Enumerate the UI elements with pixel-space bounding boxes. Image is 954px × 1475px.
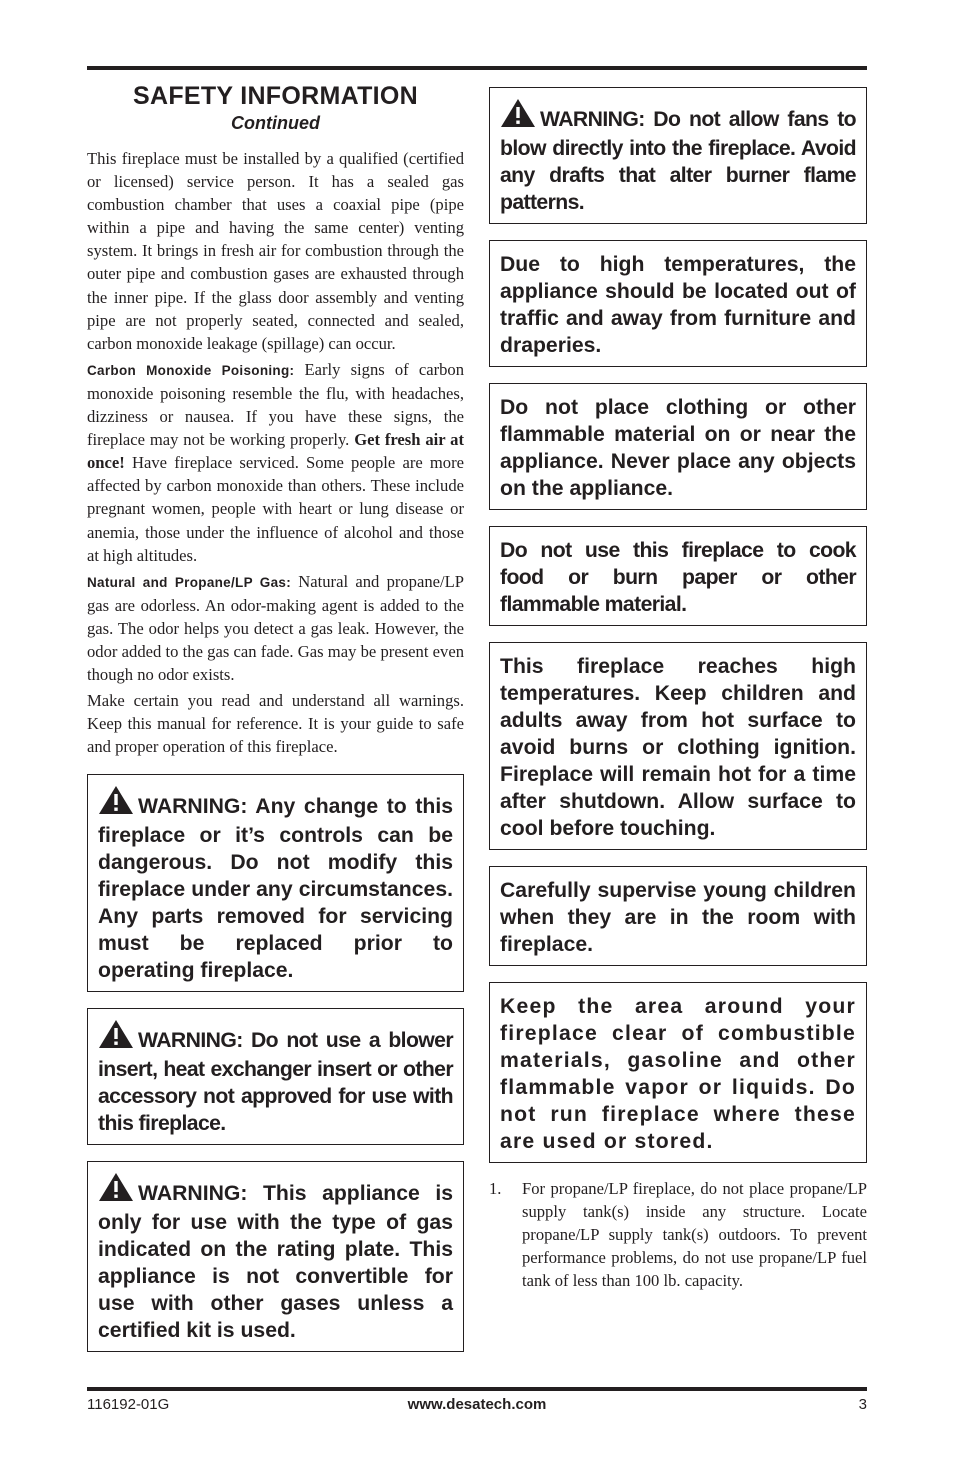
- notice-box-location: Due to high temperatures, the appliance should be located out of traffic and away from furniture and draperies.: [489, 240, 867, 367]
- co-poisoning-paragraph: [87, 358, 464, 567]
- warning-text-fans: WARNING: Do not allow fans to blow directly into the fireplace. Avoid any drafts that alter burner flame patterns.: [500, 108, 856, 214]
- section-title: SAFETY INFORMATION: [132, 82, 419, 110]
- notice-box-hot-surface: This fireplace reaches high temperatures. Keep children and adults away from hot surface to avoid burns or clothing ignition. Fireplace will remain hot for a time after shutdown. Allow surface to cool before touching.: [489, 642, 867, 850]
- gas-label: Natural and Propane/LP Gas:: [87, 574, 292, 590]
- co-poisoning-emphasis: Get fresh air at once!: [87, 430, 464, 473]
- gas-text: Natural and propane/LP gas are odorless. An odor-making agent is added to the gas. The odor helps you detect a gas leak. However, the odor added to the gas can fade. Gas may be present even though no odor exists.: [87, 571, 464, 685]
- warning-box-modify: [87, 774, 464, 992]
- right-column: [489, 87, 867, 1292]
- website-link[interactable]: www.desatech.com: [407, 1396, 547, 1413]
- warning-box-fans: [489, 87, 867, 224]
- co-poisoning-text-b: Have fireplace serviced. Some people are more affected by carbon monoxide than others. These include pregnant women, people with heart or lung disease or anemia, those under the influence of alcohol and those at high altitudes.: [87, 453, 464, 565]
- warning-text-modify: WARNING: Any change to this fireplace or it’s controls can be dangerous. Do not modify this fireplace under any circumstances. Any parts removed for servicing must be replaced prior to operating fireplace.: [98, 795, 453, 983]
- warning-box-gas-type: [87, 1161, 464, 1352]
- section-subtitle: Continued: [231, 113, 320, 133]
- warning-triangle-icon: [98, 785, 134, 822]
- warning-triangle-icon: [98, 1019, 134, 1056]
- notice-box-clothing: Do not place clothing or other flammable material on or near the appliance. Never place any objects on the appliance.: [489, 383, 867, 510]
- intro-paragraph: This fireplace must be installed by a qualified (certified or licensed) service person. It has a sealed gas combustion chamber that uses a coaxial pipe (pipe within a pipe and having the same center) venting system. It brings in fresh air for combustion through the outer pipe and combustion gases are exhausted through the inner pipe. If the glass door assembly and venting pipe are not properly seated, connected and sealed, carbon monoxide leakage (spillage) can occur.: [87, 149, 464, 353]
- list-number: 1.: [489, 1179, 502, 1198]
- read-warnings-paragraph: Make certain you read and understand all warnings. Keep this manual for reference. It is your guide to safe and proper operation of this fireplace.: [87, 691, 464, 757]
- co-poisoning-label: Carbon Monoxide Poisoning:: [87, 362, 295, 378]
- notice-box-supervise: Carefully supervise young children when they are in the room with fireplace.: [489, 866, 867, 966]
- left-column: [87, 80, 464, 1352]
- notice-box-cooking: Do not use this fireplace to cook food or burn paper or other flammable material.: [489, 526, 867, 626]
- bottom-rule: [87, 1387, 867, 1391]
- document-number: 116192-01G: [87, 1396, 170, 1413]
- notice-box-combustibles: Keep the area around your fireplace clear of combustible materials, gasoline and other flammable vapor or liquids. Do not run fireplace where these are used or stored.: [489, 982, 867, 1163]
- top-rule: [87, 66, 867, 70]
- warning-text-gas-type: WARNING: This appliance is only for use with the type of gas indicated on the rating plate. This appliance is not convertible for use with other gases unless a certified kit is used.: [98, 1182, 453, 1343]
- warning-box-accessory: [87, 1008, 464, 1145]
- page-number: 3: [858, 1396, 867, 1413]
- gas-paragraph: [87, 570, 464, 686]
- warning-text-accessory: WARNING: Do not use a blower insert, heat exchanger insert or other accessory not approved for use with this fireplace.: [98, 1029, 453, 1136]
- warning-triangle-icon: [500, 98, 536, 135]
- list-item: [489, 1177, 867, 1292]
- list-text: For propane/LP fireplace, do not place propane/LP supply tank(s) inside any structure. Locate propane/LP supply tank(s) outdoors. To prevent performance problems, do not use propane/LP fuel tank of less than 100 lb. capacity.: [522, 1179, 867, 1291]
- warning-triangle-icon: [98, 1172, 134, 1209]
- co-poisoning-text-a: Early signs of carbon monoxide poisoning resemble the flu, with headaches, dizziness or nausea. If you have these signs, the fireplace may not be working properly.: [87, 359, 464, 450]
